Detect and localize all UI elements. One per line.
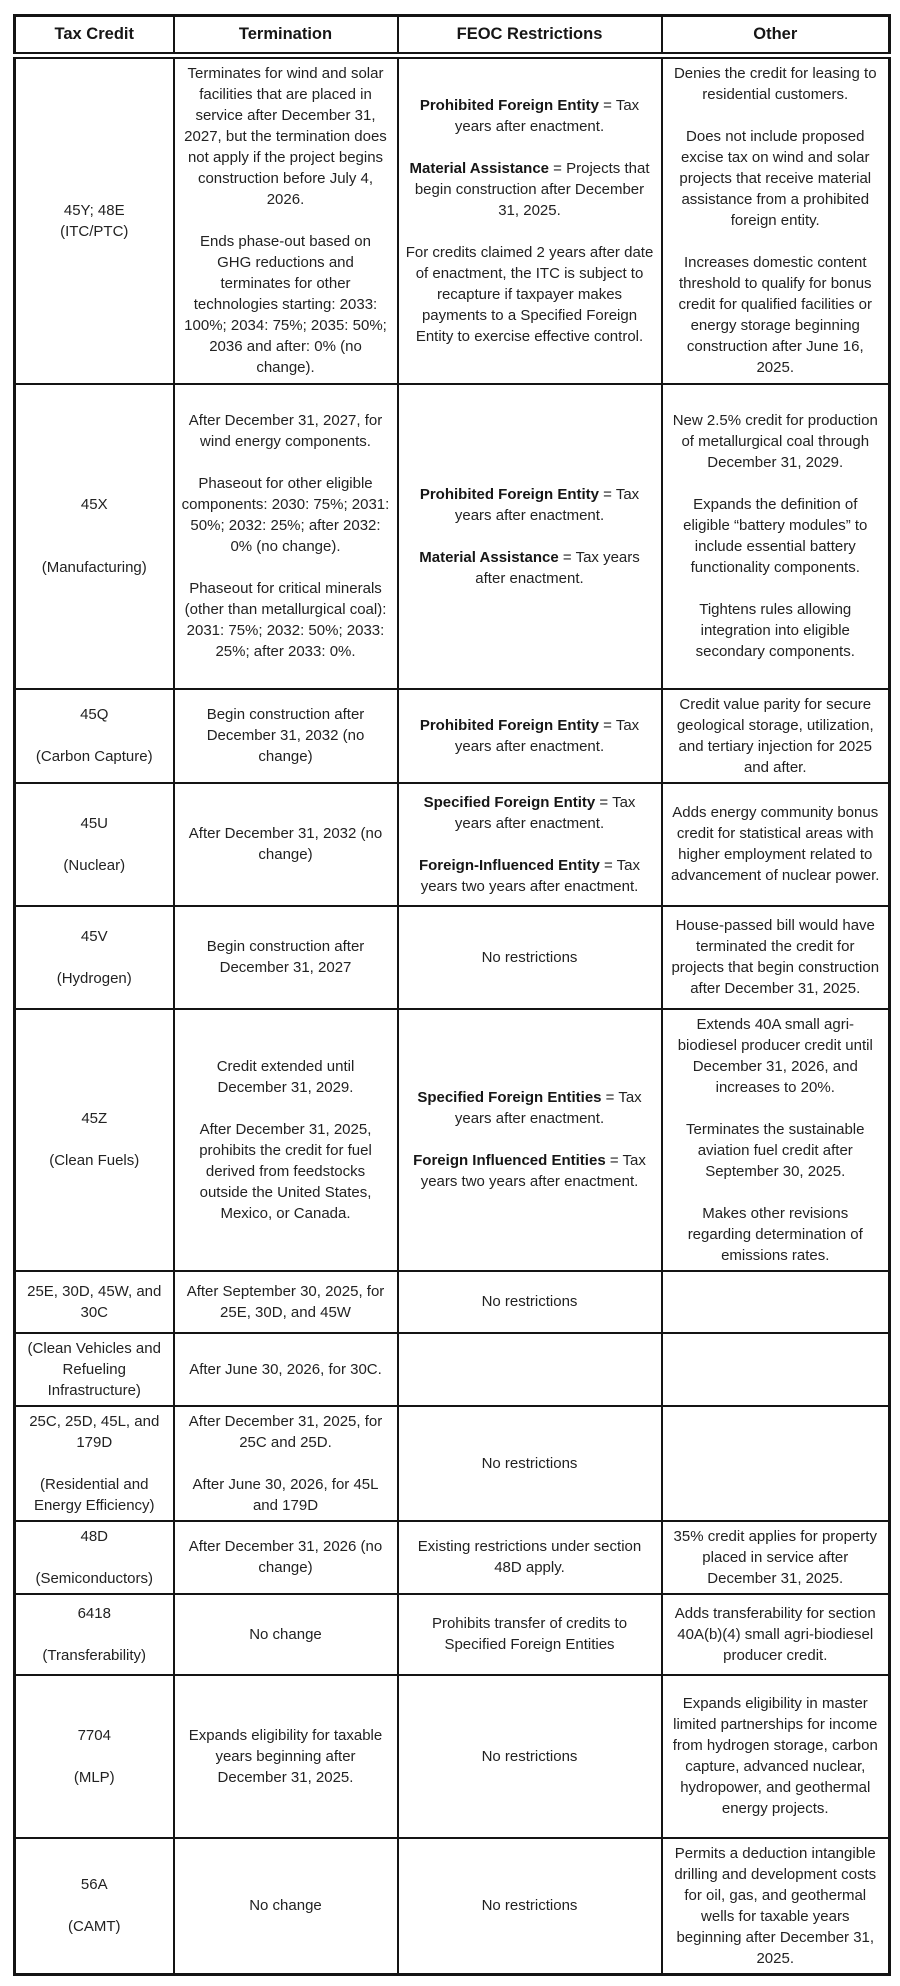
table-row — [15, 689, 890, 783]
credit-code: 6418 — [77, 1604, 111, 1622]
credit-cell — [15, 689, 174, 783]
other-cell — [662, 1406, 890, 1521]
header-tax-credit: Tax Credit — [15, 16, 174, 56]
feoc-cell — [398, 1271, 662, 1333]
cell-paragraph: Prohibited Foreign Entity = Tax years after enactment. — [419, 485, 640, 524]
cell-paragraph: After June 30, 2026, for 45L and 179D — [192, 1475, 379, 1514]
credit-gap — [23, 1547, 166, 1568]
feoc-term: Specified Foreign Entity — [423, 793, 596, 811]
cell-paragraph: Material Assistance = Tax years after enactment. — [419, 548, 640, 587]
header-row — [15, 16, 890, 56]
termination-cell — [174, 1838, 398, 1975]
cell-paragraph: Increases domestic content threshold to qualify for bonus credit for qualified facilities or energy storage beginning construction after June 16, 2025. — [678, 254, 872, 377]
termination-cell — [174, 1675, 398, 1838]
other-cell — [662, 1594, 890, 1675]
cell-paragraph: Extends 40A small agri-biodiesel producer credit until December 31, 2026, and increases to 20%. — [677, 1015, 873, 1096]
credit-cell — [15, 1838, 174, 1975]
feoc-term: Material Assistance — [409, 159, 550, 177]
credit-label: (Clean Fuels) — [49, 1152, 140, 1169]
termination-cell — [174, 1009, 398, 1271]
table-row — [15, 1521, 890, 1594]
other-cell — [662, 1521, 890, 1594]
credit-cell — [15, 1406, 174, 1521]
credit-gap — [23, 947, 166, 968]
credit-code: 45X — [80, 496, 108, 513]
other-cell — [662, 56, 890, 384]
credit-code: 56A — [80, 1876, 108, 1893]
feoc-term: Specified Foreign Entities — [417, 1089, 602, 1106]
cell-paragraph: Expands the definition of eligible “battery modules” to include essential battery functionality components. — [683, 496, 868, 576]
credit-label: (MLP) — [73, 1768, 115, 1786]
credit-code: 45Q — [80, 706, 109, 723]
cell-paragraph: Phaseout for critical minerals (other than metallurgical coal): 2031: 75%; 2032: 50%; 2033: 25%; after 2033: 0%. — [184, 580, 387, 660]
cell-paragraph: After December 31, 2026 (no change) — [188, 1538, 383, 1576]
cell-paragraph: Specified Foreign Entities = Tax years after enactment. — [417, 1089, 642, 1127]
feoc-term: Prohibited Foreign Entity — [419, 485, 599, 503]
credit-label: (Carbon Capture) — [35, 748, 153, 765]
credit-code: 45Z — [81, 1110, 108, 1127]
credit-cell — [15, 1333, 174, 1406]
cell-paragraph: After December 31, 2027, for wind energy components. — [188, 412, 383, 450]
credit-gap — [23, 725, 166, 746]
cell-paragraph: Begin construction after December 31, 2032 (no change) — [206, 706, 365, 765]
table-header — [15, 16, 890, 56]
credit-cell — [15, 56, 174, 384]
table-body — [15, 56, 890, 1975]
cell-paragraph: No change — [249, 1897, 322, 1914]
cell-paragraph: After June 30, 2026, for 30C. — [189, 1360, 382, 1378]
other-cell — [662, 783, 890, 906]
credit-code: 45V — [80, 927, 108, 945]
table-row — [15, 906, 890, 1009]
other-cell — [662, 906, 890, 1009]
cell-paragraph: No restrictions — [481, 1897, 578, 1914]
table-row — [15, 783, 890, 906]
cell-paragraph: Existing restrictions under section 48D apply. — [417, 1538, 642, 1576]
table-row — [15, 1406, 890, 1521]
credit-gap — [23, 1746, 166, 1767]
cell-paragraph: Expands eligibility for taxable years beginning after December 31, 2025. — [188, 1726, 383, 1786]
cell-paragraph: No restrictions — [481, 1293, 578, 1310]
termination-cell — [174, 56, 398, 384]
cell-paragraph: No restrictions — [481, 1454, 578, 1472]
credit-cell — [15, 906, 174, 1009]
credit-label: (Manufacturing) — [41, 559, 147, 576]
table-row — [15, 384, 890, 689]
cell-paragraph: Foreign Influenced Entities = Tax years two years after enactment. — [413, 1152, 646, 1190]
termination-cell — [174, 689, 398, 783]
termination-cell — [174, 1271, 398, 1333]
table-row — [15, 1271, 890, 1333]
cell-paragraph: After December 31, 2032 (no change) — [188, 825, 383, 863]
header-other: Other — [662, 16, 890, 56]
termination-cell — [174, 1594, 398, 1675]
feoc-term: Foreign-Influenced Entity — [418, 856, 600, 874]
cell-paragraph: Prohibits transfer of credits to Specified Foreign Entities — [431, 1615, 628, 1653]
credit-code: 45Y; 48E — [63, 201, 125, 219]
credit-cell — [15, 783, 174, 906]
cell-paragraph: Expands eligibility in master limited partnerships for income from hydrogen storage, carbon capture, advanced nuclear, hydropower, and geothermal energy projects. — [672, 1695, 878, 1817]
credit-gap — [23, 515, 166, 536]
credit-label: (Clean Vehicles and Refueling Infrastructure) — [27, 1339, 161, 1399]
feoc-cell — [398, 1009, 662, 1271]
feoc-term: Prohibited Foreign Entity — [419, 96, 599, 114]
header-feoc-restrictions: FEOC Restrictions — [398, 16, 662, 56]
cell-paragraph: Credit value parity for secure geological storage, utilization, and tertiary injection for 2025 and after. — [676, 695, 874, 776]
table-row — [15, 1675, 890, 1838]
credit-label: (Transferability) — [42, 1646, 147, 1664]
feoc-cell — [398, 1406, 662, 1521]
cell-paragraph: Prohibited Foreign Entity = Tax years after enactment. — [419, 716, 640, 755]
cell-paragraph: Specified Foreign Entity = Tax years after enactment. — [423, 793, 636, 832]
cell-paragraph: Adds energy community bonus credit for statistical areas with higher employment related to advancement of nuclear power. — [671, 804, 880, 884]
feoc-cell — [398, 1333, 662, 1406]
cell-paragraph: Material Assistance = Projects that begin construction after December 31, 2025. — [409, 159, 650, 219]
cell-paragraph: 35% credit applies for property placed in service after December 31, 2025. — [673, 1527, 877, 1587]
termination-cell — [174, 1333, 398, 1406]
termination-cell — [174, 1406, 398, 1521]
cell-paragraph: After December 31, 2025, prohibits the credit for fuel derived from feedstocks outside the United States, Mexico, or Canada. — [199, 1120, 372, 1222]
feoc-cell — [398, 906, 662, 1009]
credit-gap — [23, 1453, 166, 1474]
termination-cell — [174, 906, 398, 1009]
credit-cell — [15, 1521, 174, 1594]
other-cell — [662, 1838, 890, 1975]
cell-paragraph: Adds transferability for section 40A(b)(4) small agri-biodiesel producer credit. — [674, 1604, 876, 1664]
feoc-cell — [398, 1594, 662, 1675]
credit-code: 45U — [80, 814, 109, 832]
termination-cell — [174, 783, 398, 906]
cell-paragraph: Tightens rules allowing integration into eligible secondary components. — [695, 601, 855, 660]
cell-paragraph: Does not include proposed excise tax on wind and solar projects that receive material assistance from a prohibited foreign entity. — [679, 128, 872, 230]
feoc-cell — [398, 689, 662, 783]
credit-label: (Residential and Energy Efficiency) — [33, 1475, 155, 1514]
cell-paragraph: Begin construction after December 31, 2027 — [206, 938, 365, 976]
credit-gap — [23, 834, 166, 855]
feoc-cell — [398, 56, 662, 384]
feoc-cell — [398, 1838, 662, 1975]
header-termination: Termination — [174, 16, 398, 56]
table-row — [15, 56, 890, 384]
cell-paragraph: No change — [249, 1625, 322, 1643]
other-cell — [662, 1333, 890, 1406]
feoc-cell — [398, 1675, 662, 1838]
credit-label: (Hydrogen) — [56, 969, 132, 987]
table-row — [15, 1838, 890, 1975]
cell-paragraph: Denies the credit for leasing to residential customers. — [673, 65, 877, 104]
credit-label: (ITC/PTC) — [60, 222, 129, 240]
credit-label: (Semiconductors) — [35, 1569, 154, 1587]
cell-paragraph: Ends phase-out based on GHG reductions and terminates for other technologies starting: 2033: 100%; 2034: 75%; 2035: 50%; 2036 and after: 0% (no change). — [184, 233, 387, 377]
credit-label: (CAMT) — [68, 1918, 121, 1935]
cell-paragraph: Permits a deduction intangible drilling and development costs for oil, gas, and geothermal wells for taxable years beginning after December 31, 2025. — [674, 1844, 877, 1967]
cell-paragraph: No restrictions — [481, 1747, 578, 1765]
feoc-term: Material Assistance — [419, 548, 559, 566]
cell-paragraph: Terminates the sustainable aviation fuel credit after September 30, 2025. — [686, 1120, 865, 1180]
cell-paragraph: After December 31, 2025, for 25C and 25D. — [188, 1412, 383, 1451]
table-row — [15, 1333, 890, 1406]
cell-paragraph: Credit extended until December 31, 2029. — [216, 1057, 355, 1096]
credit-cell — [15, 1675, 174, 1838]
credit-code: 25E, 30D, 45W, and 30C — [27, 1282, 162, 1321]
credit-label: (Nuclear) — [63, 856, 126, 874]
table-row — [15, 1009, 890, 1271]
credit-cell — [15, 1009, 174, 1271]
termination-cell — [174, 384, 398, 689]
other-cell — [662, 1009, 890, 1271]
other-cell — [662, 689, 890, 783]
table-row — [15, 1594, 890, 1675]
tax-credit-table — [13, 14, 891, 1976]
credit-gap — [23, 536, 166, 557]
cell-paragraph: Phaseout for other eligible components: 2030: 75%; 2031: 50%; 2032: 25%; after 2032: 0% (no change). — [181, 475, 390, 555]
cell-paragraph: Foreign-Influenced Entity = Tax years two years after enactment. — [418, 856, 640, 895]
other-cell — [662, 384, 890, 689]
feoc-term: Prohibited Foreign Entity — [419, 716, 599, 734]
credit-gap — [23, 1624, 166, 1645]
feoc-cell — [398, 783, 662, 906]
feoc-cell — [398, 1521, 662, 1594]
credit-code: 7704 — [77, 1726, 111, 1744]
credit-cell — [15, 1271, 174, 1333]
credit-gap — [23, 1895, 166, 1916]
cell-paragraph: Terminates for wind and solar facilities that are placed in service after December 31, 2027, but the termination does not apply if the project begins construction before July 4, 2026. — [184, 65, 387, 209]
other-cell — [662, 1271, 890, 1333]
cell-paragraph: Makes other revisions regarding determination of emissions rates. — [687, 1204, 863, 1264]
feoc-cell — [398, 384, 662, 689]
credit-cell — [15, 384, 174, 689]
credit-code: 48D — [80, 1527, 109, 1545]
other-cell — [662, 1675, 890, 1838]
credit-gap — [23, 1129, 166, 1150]
cell-paragraph: For credits claimed 2 years after date of enactment, the ITC is subject to recapture if taxpayer makes payments to a Specified Foreign Entity to exercise effective control. — [405, 243, 654, 345]
cell-paragraph: After September 30, 2025, for 25E, 30D, and 45W — [186, 1282, 385, 1321]
cell-paragraph: House-passed bill would have terminated the credit for projects that begin construction after December 31, 2025. — [671, 917, 880, 997]
credit-cell — [15, 1594, 174, 1675]
cell-paragraph: Prohibited Foreign Entity = Tax years after enactment. — [419, 96, 640, 135]
termination-cell — [174, 1521, 398, 1594]
feoc-term: Foreign Influenced Entities — [413, 1152, 606, 1169]
cell-paragraph: No restrictions — [481, 948, 578, 966]
credit-code: 25C, 25D, 45L, and 179D — [29, 1412, 160, 1451]
cell-paragraph: New 2.5% credit for production of metallurgical coal through December 31, 2029. — [672, 412, 878, 471]
